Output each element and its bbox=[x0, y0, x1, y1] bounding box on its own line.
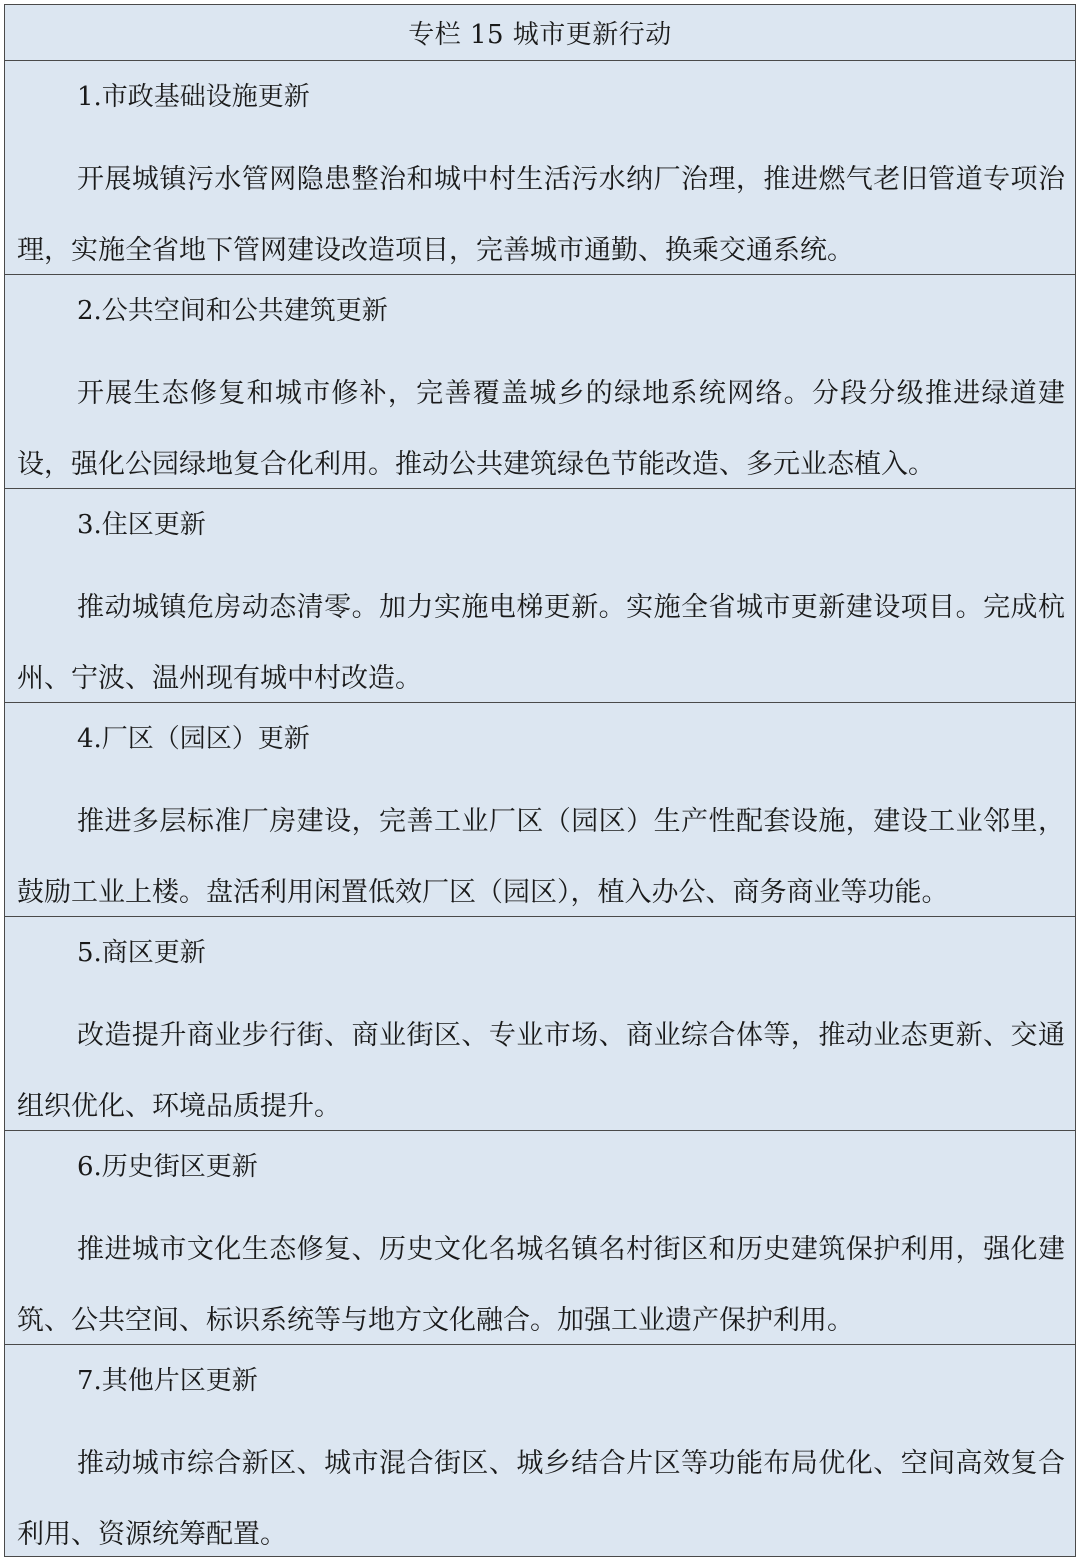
section-municipal-infrastructure bbox=[5, 61, 1075, 275]
section-other-areas bbox=[5, 1345, 1075, 1559]
section-commercial bbox=[5, 917, 1075, 1131]
section-body: 开展城镇污水管网隐患整治和城中村生活污水纳厂治理，推进燃气老旧管道专项治理，实施全省地下管网建设改造项目，完善城市通勤、换乘交通系统。 bbox=[17, 164, 1065, 266]
section-title: 7.其他片区更新 bbox=[77, 1366, 258, 1396]
section-body: 推进多层标准厂房建设，完善工业厂区（园区）生产性配套设施，建设工业邻里，鼓励工业上楼。盘活利用闲置低效厂区（园区），植入办公、商务商业等功能。 bbox=[17, 806, 1065, 908]
section-title: 1.市政基础设施更新 bbox=[77, 82, 310, 112]
section-historic-district bbox=[5, 1131, 1075, 1345]
section-body: 推动城市综合新区、城市混合街区、城乡结合片区等功能布局优化、空间高效复合利用、资源统筹配置。 bbox=[17, 1448, 1065, 1550]
section-body: 推动城镇危房动态清零。加力实施电梯更新。实施全省城市更新建设项目。完成杭州、宁波、温州现有城中村改造。 bbox=[17, 592, 1065, 694]
section-title: 6.历史街区更新 bbox=[77, 1152, 258, 1182]
section-body: 开展生态修复和城市修补，完善覆盖城乡的绿地系统网络。分段分级推进绿道建设，强化公园绿地复合化利用。推动公共建筑绿色节能改造、多元业态植入。 bbox=[17, 378, 1065, 480]
column-title: 专栏 15 城市更新行动 bbox=[5, 5, 1075, 61]
section-title: 2.公共空间和公共建筑更新 bbox=[77, 296, 388, 326]
section-title: 4.厂区（园区）更新 bbox=[77, 724, 310, 754]
column-box bbox=[4, 4, 1076, 1557]
section-body: 改造提升商业步行街、商业街区、专业市场、商业综合体等，推动业态更新、交通组织优化、环境品质提升。 bbox=[17, 1020, 1065, 1122]
section-industrial-park bbox=[5, 703, 1075, 917]
section-body: 推进城市文化生态修复、历史文化名城名镇名村街区和历史建筑保护利用，强化建筑、公共空间、标识系统等与地方文化融合。加强工业遗产保护利用。 bbox=[17, 1234, 1065, 1336]
section-residential bbox=[5, 489, 1075, 703]
section-title: 5.商区更新 bbox=[77, 938, 206, 968]
section-public-space bbox=[5, 275, 1075, 489]
section-title: 3.住区更新 bbox=[77, 510, 206, 540]
